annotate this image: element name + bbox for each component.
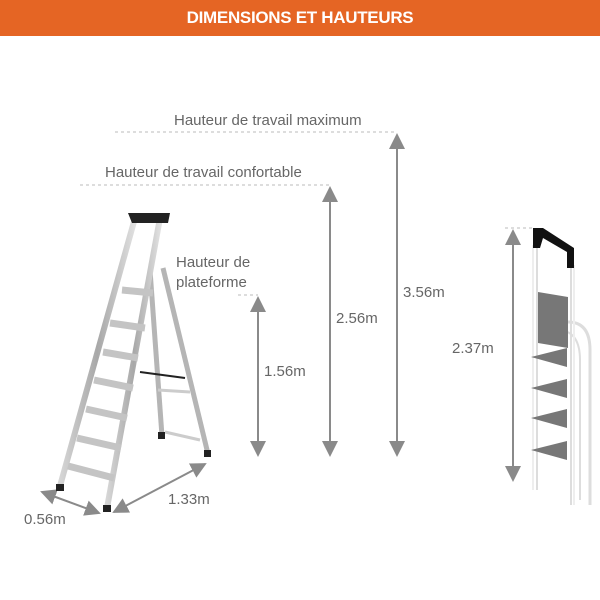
length-value: 1.33m xyxy=(168,491,210,508)
platform-height-value: 1.56m xyxy=(264,363,306,380)
platform-height-label-line1: Hauteur de xyxy=(176,254,251,271)
depth-value: 0.56m xyxy=(24,511,66,528)
depth-arrow xyxy=(42,492,99,513)
header-title: DIMENSIONS ET HAUTEURS xyxy=(186,8,414,27)
max-height-value: 3.56m xyxy=(403,284,445,301)
ladder-side-view xyxy=(531,228,590,505)
ladder-height-value: 2.37m xyxy=(452,340,494,357)
comfortable-working-height-label: Hauteur de travail confortable xyxy=(105,164,302,181)
max-working-height-label: Hauteur de travail maximum xyxy=(174,112,362,129)
comfortable-height-value: 2.56m xyxy=(336,310,378,327)
platform-height-label-line2: plateforme xyxy=(176,274,247,291)
